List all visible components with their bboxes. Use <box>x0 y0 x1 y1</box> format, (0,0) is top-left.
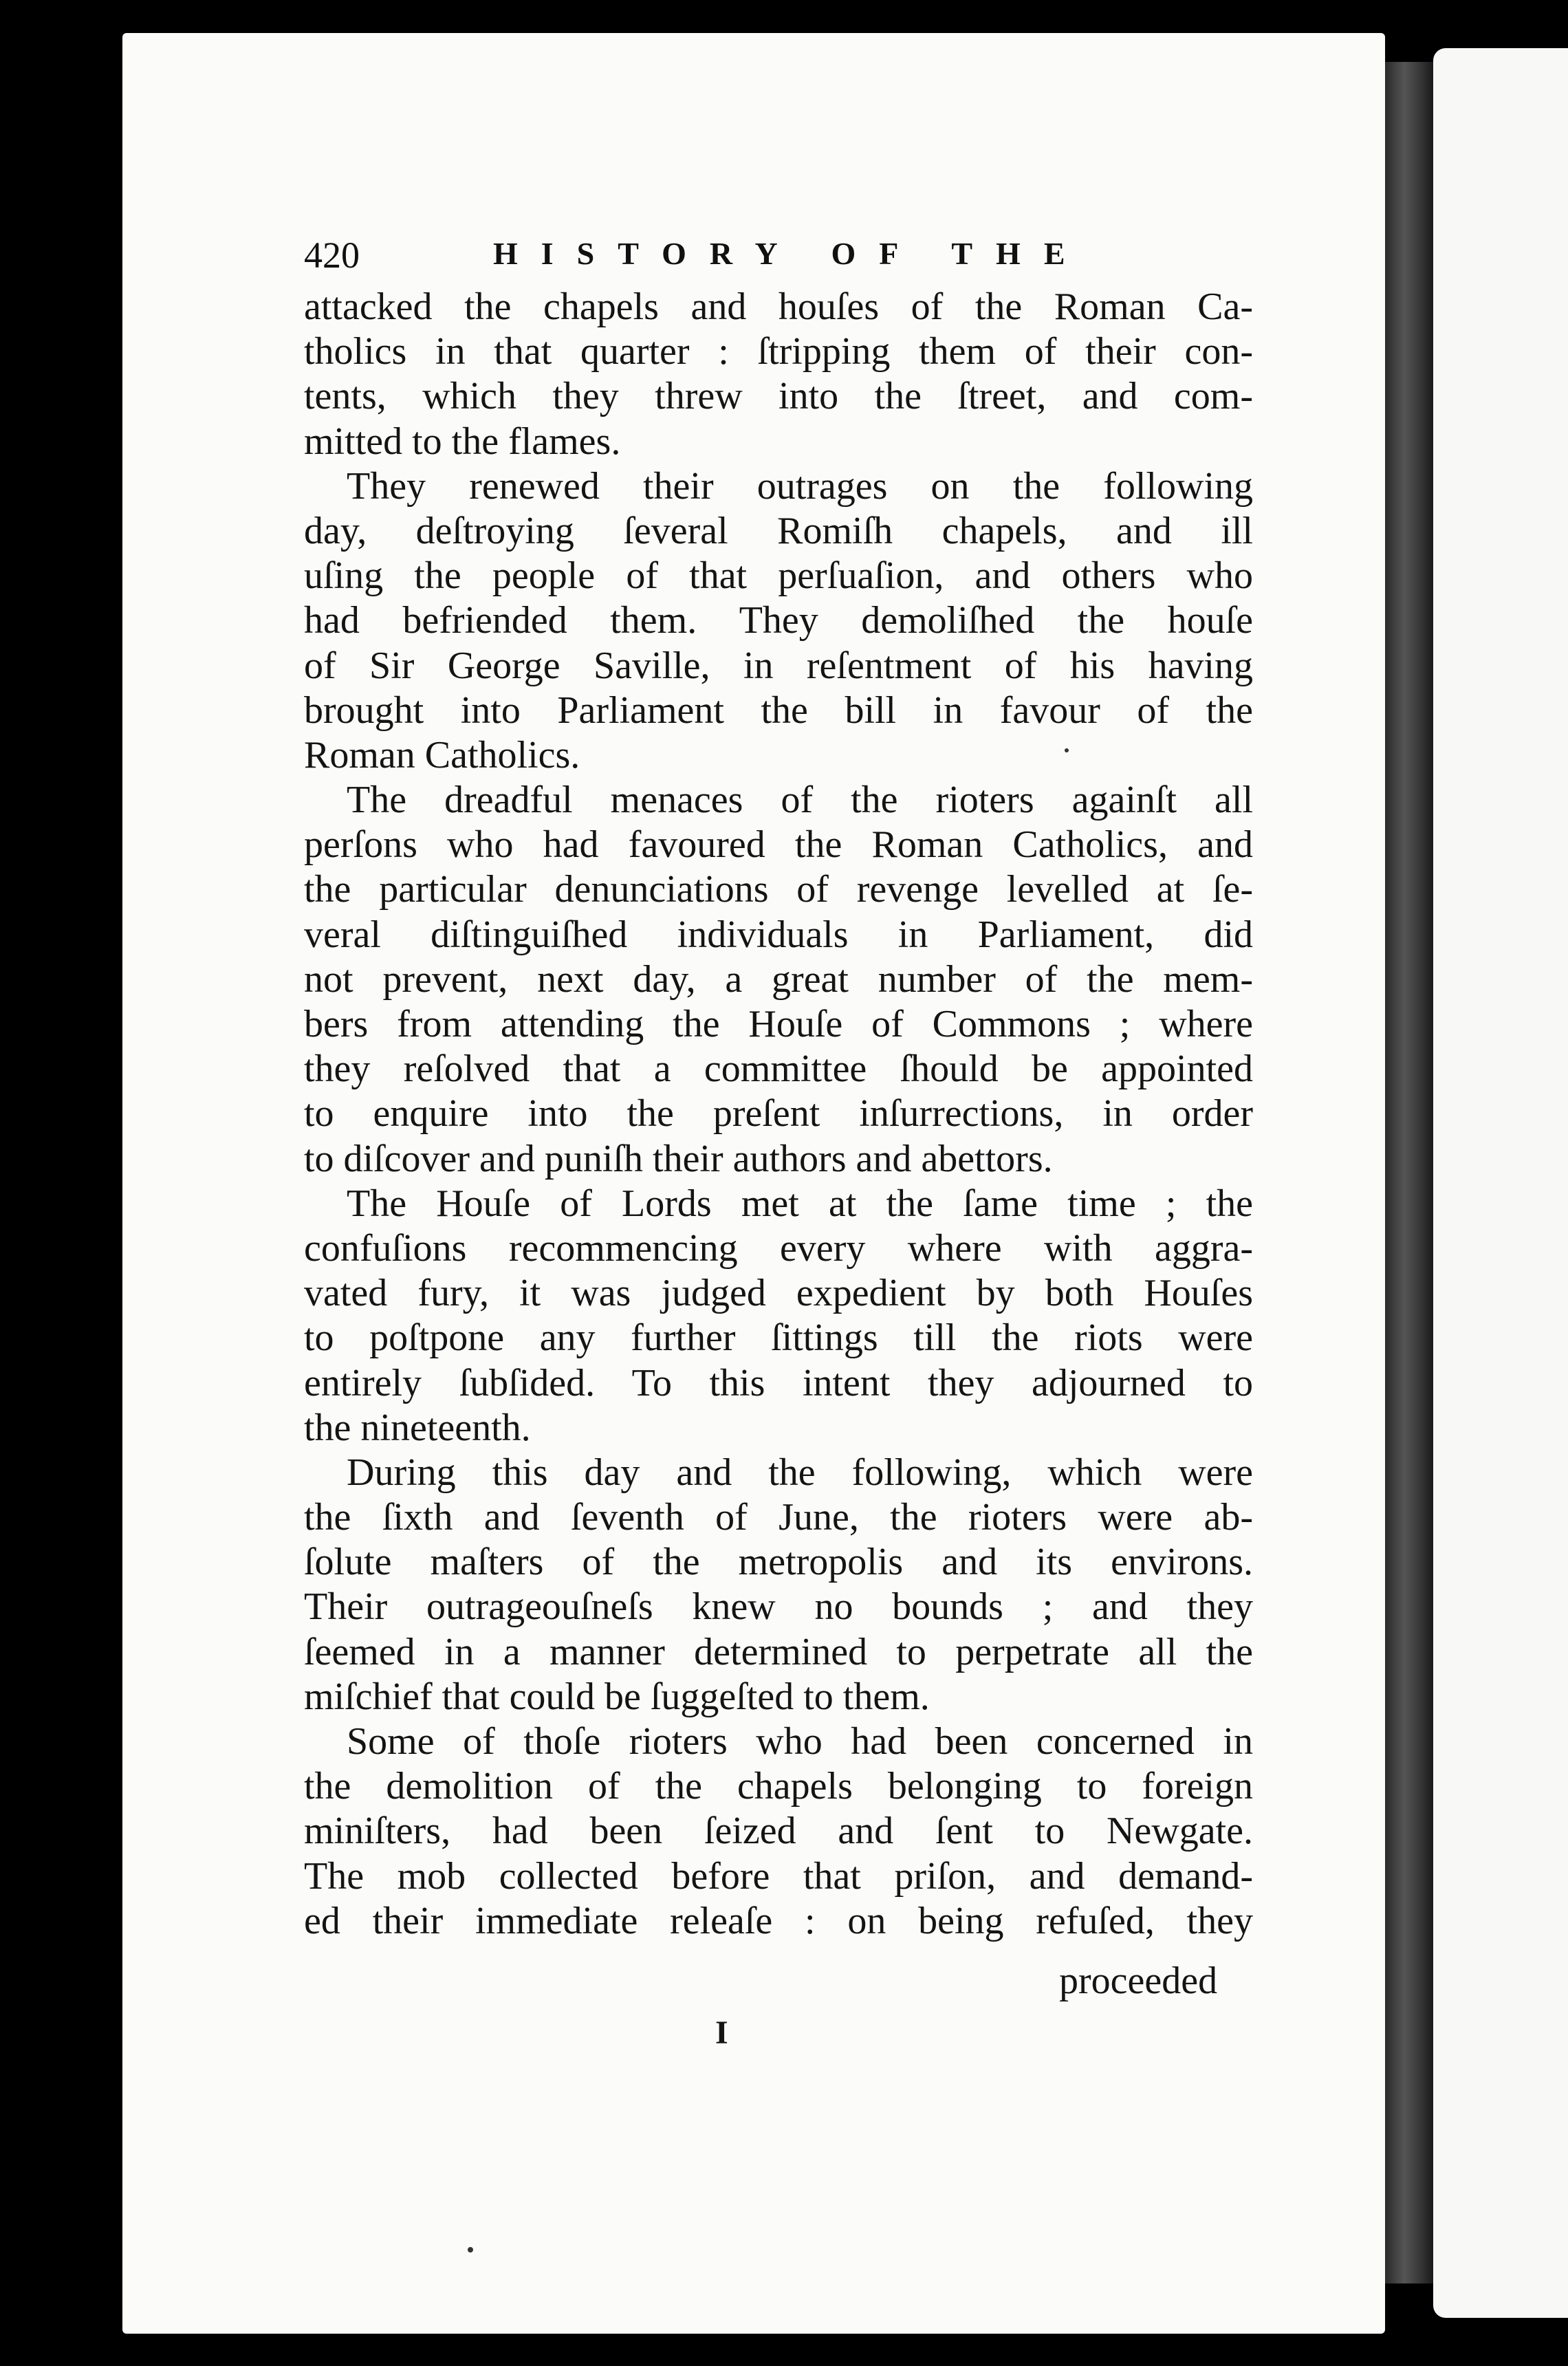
text-line: of Sir George Saville, in reſentment of his having <box>304 644 1253 687</box>
text-line: The Houſe of Lords met at the ſame time ; the <box>347 1182 1253 1225</box>
running-title: HISTORY OF THE <box>493 236 1089 271</box>
text-line: Roman Catholics. <box>304 733 580 777</box>
paragraph <box>304 464 1253 778</box>
text-line: day, deſtroying ſeveral Romiſh chapels, and ill <box>304 509 1253 552</box>
text-line: tholics in that quarter : ſtripping them of their con- <box>304 330 1253 373</box>
text-line: miſchief that could be ſuggeſted to them. <box>304 1675 930 1718</box>
text-line: ed their immediate releaſe : on being refuſed, they <box>304 1899 1253 1942</box>
text-line: ſeemed in a manner determined to perpetrate all the <box>304 1630 1253 1673</box>
paragraph <box>304 1182 1253 1451</box>
text-line: The mob collected before that priſon, and demand- <box>304 1854 1253 1898</box>
text-line: The dreadful menaces of the rioters againſt all <box>347 779 1253 822</box>
text-line: had befriended them. They demoliſhed the houſe <box>304 599 1253 642</box>
text-line: During this day and the following, which were <box>347 1451 1253 1494</box>
text-line: Their outrageouſneſs knew no bounds ; and they <box>304 1585 1253 1629</box>
text-line: they reſolved that a committee ſhould be appointed <box>304 1048 1253 1091</box>
text-line: attacked the chapels and houſes of the Roman Ca- <box>304 285 1253 328</box>
running-head <box>304 234 1253 283</box>
book-gutter <box>1385 62 1433 2283</box>
text-line: the demolition of the chapels belonging to foreign <box>304 1765 1253 1808</box>
text-line: uſing the people of that perſuaſion, and others who <box>304 554 1253 598</box>
text-line: confuſions recommencing every where with aggra- <box>304 1226 1253 1270</box>
text-line: perſons who had favoured the Roman Catholics, and <box>304 823 1253 867</box>
right-page-edge <box>1433 48 1568 2318</box>
body-text <box>304 285 1253 1944</box>
text-line: entirely ſubſided. To this intent they adjourned to <box>304 1361 1253 1404</box>
text-line: brought into Parliament the bill in favour of the <box>304 688 1253 732</box>
text-line: vated fury, it was judged expedient by both Houſes <box>304 1272 1253 1315</box>
text-line: the particular denunciations of revenge levelled at ſe- <box>304 868 1253 911</box>
signature-mark: I <box>715 2015 728 2051</box>
text-line: bers from attending the Houſe of Commons ; where <box>304 1003 1253 1045</box>
text-line: They renewed their outrages on the following <box>347 464 1253 508</box>
page-number: 420 <box>304 235 360 276</box>
text-line: to enquire into the preſent inſurrections, in order <box>304 1092 1253 1136</box>
text-line: ſolute maſters of the metropolis and its environs. <box>304 1541 1253 1584</box>
paragraph <box>304 778 1253 1182</box>
text-line: to diſcover and puniſh their authors and abettors. <box>304 1137 1053 1180</box>
ink-speck <box>468 2247 473 2253</box>
paragraph <box>304 1451 1253 1719</box>
paragraph <box>304 1719 1253 1944</box>
text-line: to poſtpone any further ſittings till the riots were <box>304 1316 1253 1360</box>
paragraph <box>304 285 1253 464</box>
text-line: mitted to the flames. <box>304 420 621 463</box>
text-line: veral diſtinguiſhed individuals in Parliament, did <box>304 913 1253 956</box>
text-line: the nineteenth. <box>304 1406 531 1449</box>
text-line: not prevent, next day, a great number of the mem- <box>304 957 1253 1001</box>
text-line: tents, which they threw into the ſtreet, and com- <box>304 375 1253 418</box>
ink-speck <box>1065 748 1069 752</box>
text-line: Some of thoſe rioters who had been concerned in <box>347 1720 1253 1763</box>
text-line: the ſixth and ſeventh of June, the rioters were ab- <box>304 1496 1253 1539</box>
text-line: miniſters, had been ſeized and ſent to Newgate. <box>304 1810 1253 1853</box>
catchword: proceeded <box>1059 1960 1218 2002</box>
